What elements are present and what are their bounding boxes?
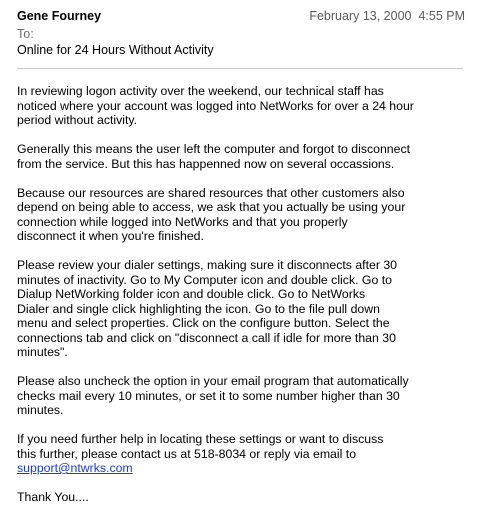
paragraph-dialer — [17, 258, 467, 360]
paragraph-email-option — [17, 374, 467, 418]
message-header — [17, 9, 465, 59]
body-line: minutes. — [17, 403, 64, 417]
body-line: connections tab and click on "disconnect a call if idle for more than 30 — [17, 330, 396, 345]
paragraph-generally — [17, 142, 467, 171]
header-divider — [17, 68, 463, 69]
body-line: Dialup NetWorking folder icon and double click. Go to NetWorks — [17, 287, 366, 301]
body-line: connection while logged into NetWorks and that you properly — [17, 214, 348, 229]
support-email-link[interactable]: support@ntwrks.com — [17, 461, 133, 475]
message-date: February 13, 2000 4:55 PM — [309, 9, 465, 23]
body-line: If you need further help in locating these settings or want to discuss — [17, 432, 384, 446]
closing-line: Thank You.... — [17, 490, 89, 504]
body-line: Because our resources are shared resources that other customers also — [17, 185, 405, 200]
closing-text — [17, 490, 467, 505]
message-body — [17, 84, 467, 519]
body-line: Please also uncheck the option in your email program that automatically — [17, 374, 409, 388]
body-line: In reviewing logon activity over the weekend, our technical staff has — [17, 84, 384, 98]
paragraph-resources — [17, 186, 467, 244]
body-line: Please review your dialer settings, making sure it disconnects after 30 — [17, 258, 398, 272]
body-line: Dialer and single click highlighting the icon. Go to the file pull down — [17, 301, 380, 316]
from-row — [17, 9, 465, 26]
paragraph-review — [17, 84, 467, 128]
body-line: checks mail every 10 minutes, or set it to some number higher than 30 — [17, 388, 400, 403]
to-label: To: — [17, 27, 34, 41]
body-line: depend on being able to access, we ask that you actually be using your — [17, 200, 406, 214]
body-line: from the service. But this has happenned now on several occassions. — [17, 156, 395, 171]
sender-name: Gene Fourney — [17, 9, 102, 23]
message-subject: Online for 24 Hours Without Activity — [17, 43, 214, 57]
body-line: minutes of inactivity. Go to My Computer icon and double click. Go to — [17, 272, 392, 287]
paragraph-help — [17, 432, 467, 476]
body-line: period without activity. — [17, 113, 138, 127]
body-line: noticed where your account was logged into NetWorks for over a 24 hour — [17, 98, 414, 113]
body-line: disconnect it when you're finished. — [17, 229, 204, 243]
body-line: minutes". — [17, 345, 68, 359]
body-line: Generally this means the user left the computer and forgot to disconnect — [17, 142, 411, 156]
body-line: this further, please contact us at 518-8034 or reply via email to — [17, 446, 357, 461]
body-line: menu and select properties. Click on the configure button. Select the — [17, 316, 390, 330]
